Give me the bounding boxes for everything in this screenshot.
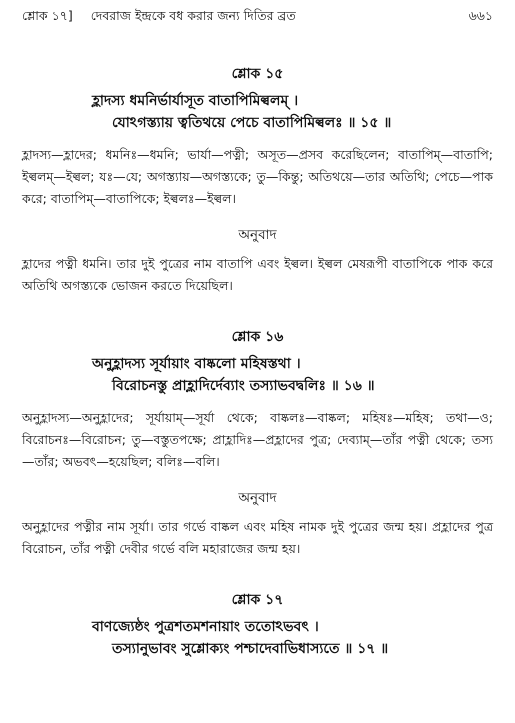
verse-line-1: অনুহ্লাদস্য সূর্যায়াং বাষ্কলো মহিষস্তথা ।: [92, 356, 301, 372]
verse-line-1: হ্লাদস্য ধমনির্ভার্যাসূত বাতাপিমিল্বলম্‌ ।: [92, 93, 299, 109]
running-header: [22, 8, 493, 28]
translation: অনুহ্লাদের পত্নীর নাম সূর্যা। তার গর্ভে বাষ্কল এবং মহিষ নামক দুই পুত্রের জন্ম হয়। প্রহ্লাদের পুত্র বিরোচন, তাঁর পত্নী দেবীর গর্ভে বলি মহারাজের জন্ম হয়।: [22, 519, 493, 556]
verse-text: [22, 90, 493, 134]
header-left: [22, 8, 296, 28]
verse-line-1: বাণজ্যেষ্ঠং পুত্রশতমশনায়াং ততোঽভবৎ ।: [92, 619, 319, 635]
translation-heading: অনুবাদ: [238, 227, 277, 243]
header-verse-ref: শ্লোক ১৭]: [22, 8, 73, 23]
verse-heading: শ্লোক ১৬: [231, 329, 284, 345]
verse-line-2: তস্যানুভাবং সুশ্লোক্যং পশ্চাদেবাভিধাস্যতে ॥ ১৭ ॥: [112, 641, 389, 657]
synonyms: হ্লাদস্য—হ্লাদের; ধমনিঃ—ধমনি; ভার্যা—পত্নী; অসূত—প্রসব করেছিলেন; বাতাপিম্‌—বাতাপি; ইল্বলম্‌—ইল্বল; যঃ—যে; অগস্ত্যায়—অগস্ত্যকে; তু—কিন্তু; অতিথয়ে—তার অতিথি; পেচে—পাক করে; বাতাপিম্‌—বাতাপিকে; ইল্বলঃ—ইল্বল।: [22, 147, 493, 206]
verse-text: [22, 616, 493, 660]
verse-line-2: যোঽগস্ত্যায় ত্বতিথয়ে পেচে বাতাপিমিল্বলঃ ॥ ১৫ ॥: [112, 115, 392, 131]
verse-text: [22, 353, 493, 397]
verse-block-17: [22, 588, 493, 660]
header-chapter-title: দেবরাজ ইন্দ্রকে বধ করার জন্য দিতির ব্রত: [90, 8, 296, 23]
translation-heading: অনুবাদ: [238, 490, 277, 506]
verse-line-2: বিরোচনস্তু প্রাহ্লাদির্দেব্যাং তস্যাভবদ্বলিঃ ॥ ১৬ ॥: [112, 378, 375, 394]
translation: হ্লাদের পত্নী ধমনি। তার দুই পুত্রের নাম বাতাপি এবং ইল্বল। ইল্বল মেষরূপী বাতাপিকে পাক করে অতিথি অগস্ত্যকে ভোজন করতে দিয়েছিল।: [22, 256, 493, 293]
synonyms: অনুহ্লাদস্য—অনুহ্লাদের; সূর্যায়াম্‌—সূর্যা থেকে; বাষ্কলঃ—বাষ্কল; মহিষঃ—মহিষ; তথা—ও; বিরোচনঃ—বিরোচন; তু—বস্তুতপক্ষে; প্রাহ্লাদিঃ—প্রহ্লাদের পুত্র; দেব্যাম্‌—তাঁর পত্নী থেকে; তস্য—তাঁর; অভবৎ—হয়েছিল; বলিঃ—বলি।: [22, 410, 493, 469]
verse-heading: শ্লোক ১৭: [231, 592, 284, 608]
page-number: ৬৬১: [468, 8, 493, 23]
verse-block-15: [22, 62, 493, 297]
verse-heading: শ্লোক ১৫: [231, 66, 284, 82]
page-body: [22, 62, 493, 660]
verse-block-16: [22, 325, 493, 560]
